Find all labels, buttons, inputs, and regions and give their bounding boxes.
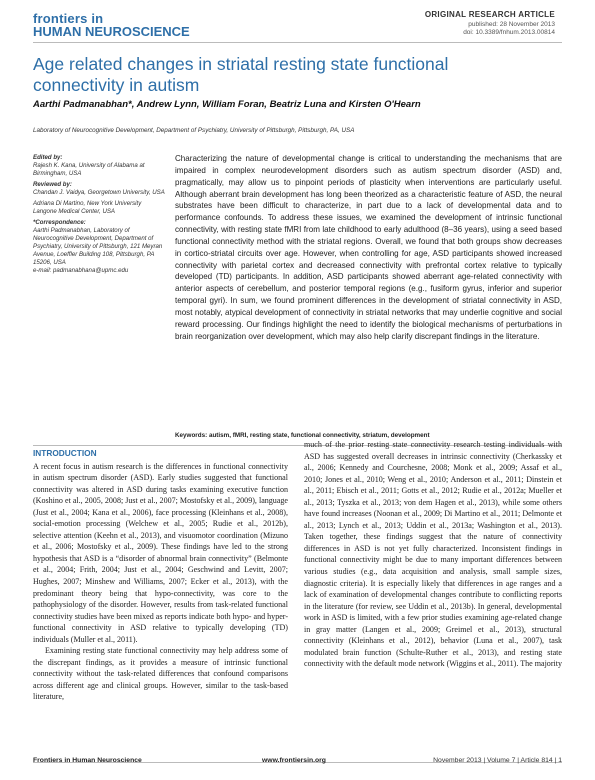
paragraph: much of the prior resting state connectivity research testing individuals with ASD has suggested overall decreases in intrinsic connectivity (Cherkassky et al., 2006; Kennedy and Courchesne, 2008; Monk et al., 2009; Assaf et al., 2010; Jones et al., 2010; Weng et al., 2010; Anderson et al., 2011; Dinstein et al., 2011; Ebisch et al., 2011; Gotts et al., 2012; Rudie et al., 2012a; Mueller et al., 2013; Tyszka et al., 2013; von dem Hagen et al., 2013), while some others have found increases (Noonan et al., 2009; Di Martino et al., 2011; Delmonte et al., 2013; Lynch et al., 2013; Uddin et al., 2013a; Washington et al., 2013). Taken together, these findings suggest that the nature of connectivity differences in ASD is not yet fully characterized. Inconsistent findings in functional connectivity might be due to many important differences between various studies (e.g., data acquisition and analysis, small sample sizes, diagnostic criteria). It is especially likely that differences in age ranges and a lack of examination of developmental changes contribute to conflicting reports in the literature (for review, see Uddin et al., 2013b). In general, developmental work in ASD is limited, with a few prior studies examining age-related change in gray matter (Langen et al., 2009; Greimel et al., 2013), structural connectivity (Kleinhans et al., 2012), behavior (Luna et al., 2007), task modulated brain function (Schulte-Ruther et al., 2013), and resting state connectivity with the default mode network (Wiggins et al., 2011). The majority	[304, 440, 563, 669]
affiliation: Laboratory of Neurocognitive Development, Department of Psychiatry, University of Pittsburgh, Pittsburgh, PA, USA	[33, 127, 355, 134]
email: e-mail: padmanabhana@upmc.edu	[33, 267, 129, 274]
article-authors: Aarthi Padmanabhan*, Andrew Lynn, William Foran, Beatriz Luna and Kirsten O'Hearn	[33, 99, 421, 110]
body-column-1	[33, 448, 288, 703]
abstract: Characterizing the nature of developmental change is critical to understanding the mechanisms that are impaired in complex neurodevelopment disorders such as autism spectrum disorder (ASD) and, pragmatically, may allow us to pinpoint periods of plasticity when interventions are particularly useful. Although aberrant brain development has long been theorized as a characteristic feature of ASD, the neural substrates have been difficult to characterize, in part due to a lack of developmental data and to performance confounds. To address these issues, we examined the development of intrinsic functional connectivity, with resting state fMRI from late childhood to early adulthood (8–36 years), using a seed based functional connectivity method with the striatal regions. Overall, we found that both groups show decreases in cortico-striatal circuits over age. However, when controlling for age, ASD participants showed increased connectivity with parietal cortex and decreased connectivity with prefrontal cortex relative to typically developed (TD) participants. In addition, ASD participants showed aberrant age-related connectivity with anterior aspects of cerebellum, and posterior temporal regions (e.g., fusiform gyrus, inferior and superior temporal gyri). In sum, we found prominent differences in the development of striatal connectivity in ASD, most notably, atypical development of connectivity in striatal networks that may underlie cognitive and social reward processing. Our findings highlight the need to identify the biological mechanisms of perturbations in brain reorganization over development, which may also help clarify discrepant findings in the literature.	[175, 154, 562, 341]
journal-brand-line1: frontiers in	[33, 11, 104, 26]
footer-journal: Frontiers in Human Neuroscience	[33, 757, 142, 764]
editorial-sidebar	[33, 154, 165, 278]
article-type: ORIGINAL RESEARCH ARTICLE	[424, 10, 555, 19]
keywords: Keywords: autism, fMRI, resting state, functional connectivity, striatum, development	[175, 432, 430, 439]
correspondence: Aarthi Padmanabhan, Laboratory of Neurocognitive Development, Department of Psychiatry, University of Pittsburgh, 121 Meyran Avenue, Loeffler Building 108, Pittsburgh, PA 15206, USA	[33, 227, 163, 266]
article-title: Age related changes in striatal resting state functional connectivity in autism	[33, 54, 449, 95]
reviewed-by-label: Reviewed by:	[33, 181, 72, 188]
editor: Rajesh K. Kana, University of Alabama at Birmingham, USA	[33, 162, 145, 177]
reviewer-2: Adriana Di Martino, New York University Langone Medical Center, USA	[33, 200, 142, 215]
introduction-heading: INTRODUCTION	[33, 448, 97, 458]
paragraph: A recent focus in autism research is the differences in functional connectivity in autism spectrum disorder (ASD). Early studies suggested that functional connectivity was altered in ASD during tasks examining executive function (Koshino et al., 2005, 2008; Just et al., 2007; Mostofsky et al., 2009), language (Just et al., 2004; Kana et al., 2006), face processing (Kleinhans et al., 2008), social-emotion processing (Welchew et al., 2005; Rudie et al., 2012b), selective attention (Keehn et al., 2013), and visuomotor coordination (Mizuno et al., 2006; Mostofsky et al., 2009). These findings have led to the strong hypothesis that ASD is a “disorder of abnormal brain connectivity” (Belmonte et al., 2004; Frith, 2004; Just et al., 2004; Geschwind and Levitt, 2007; Hughes, 2007; Minshew and Williams, 2007; Ecker et al., 2013), with the predominant theory being that hypo-connectivity, was core to the pathophysiology of the disorder. However, results from task-related functional connectivity studies have been mixed as reports indicate both hypo- and hyper- functional connectivity in ASD relative to typically developing (TD) individuals (Muller et al., 2011).	[33, 461, 288, 644]
journal-brand-line2: HUMAN NEUROSCIENCE	[33, 24, 190, 39]
correspondence-label: *Correspondence:	[33, 219, 86, 226]
publication-info	[463, 21, 555, 37]
reviewer-1: Chandan J. Vaidya, Georgetown University, USA	[33, 189, 165, 196]
header-divider	[33, 42, 562, 43]
doi: doi: 10.3389/fnhum.2013.00814	[463, 29, 555, 36]
footer-website[interactable]: www.frontiersin.org	[262, 757, 326, 764]
body-column-2	[304, 439, 562, 670]
paragraph: Examining resting state functional connectivity may help address some of the discrepant findings, as it provides a measure of intrinsic functional connectivity without the task-related differences that confound comparisons across different age and clinical groups. However, similar to the task-based literature,	[33, 646, 288, 702]
edited-by-label: Edited by:	[33, 154, 63, 161]
published-date: published: 28 November 2013	[468, 21, 555, 28]
footer-issue: November 2013 | Volume 7 | Article 814 | 1	[433, 757, 562, 764]
